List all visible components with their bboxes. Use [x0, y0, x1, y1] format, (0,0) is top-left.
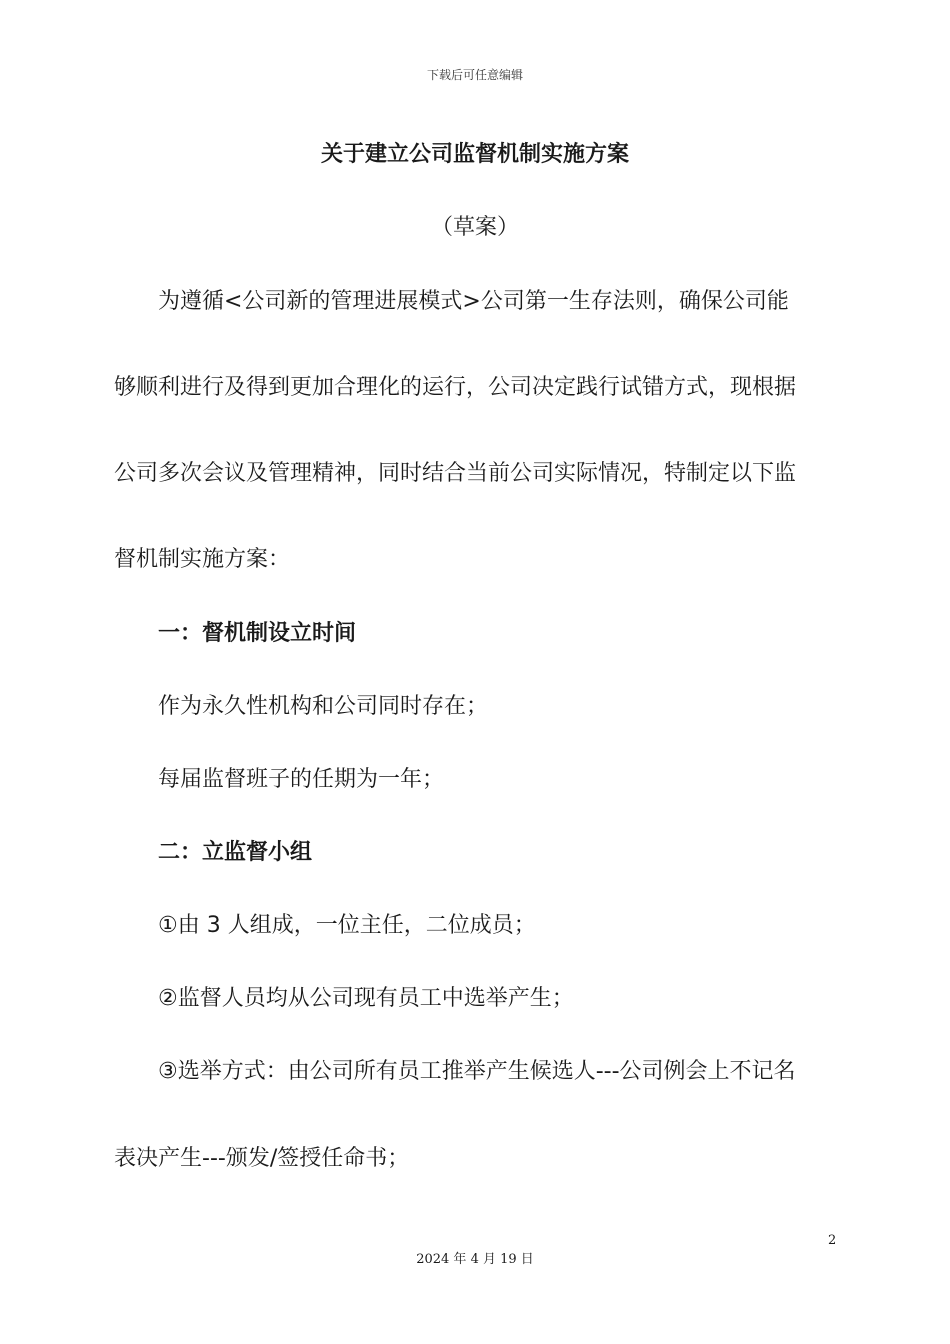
document-subtitle: （草案）: [430, 215, 519, 240]
section-1-item: 作为永久性机构和公司同时存在；: [158, 694, 489, 719]
section-1-heading: 一：督机制设立时间: [158, 621, 357, 646]
section-2-heading: 二：立监督小组: [158, 840, 313, 865]
section-1-item: 每届监督班子的任期为一年；: [158, 767, 445, 792]
intro-line-1: 为遵循<公司新的管理进展模式>公司第一生存法则，确保公司能: [158, 289, 789, 314]
intro-line-3: 公司多次会议及管理精神，同时结合当前公司实际情况，特制定以下监: [114, 461, 797, 486]
section-2-item: ②监督人员均从公司现有员工中选举产生；: [158, 986, 574, 1011]
section-2-item: ③选举方式：由公司所有员工推举产生候选人---公司例会上不记名: [158, 1059, 796, 1084]
document-title: 关于建立公司监督机制实施方案: [320, 142, 629, 167]
section-2-item: ①由 3 人组成，一位主任，二位成员；: [158, 913, 536, 938]
section-2-item-continuation: 表决产生---颁发/签授任命书；: [114, 1146, 410, 1171]
intro-line-4: 督机制实施方案：: [114, 547, 291, 572]
page-number: 2: [828, 1233, 837, 1248]
page-header: 下载后可任意编辑: [426, 68, 523, 82]
intro-line-2: 够顺利进行及得到更加合理化的运行，公司决定践行试错方式，现根据: [114, 375, 797, 400]
footer-date: 2024 年 4 月 19 日: [416, 1252, 534, 1267]
